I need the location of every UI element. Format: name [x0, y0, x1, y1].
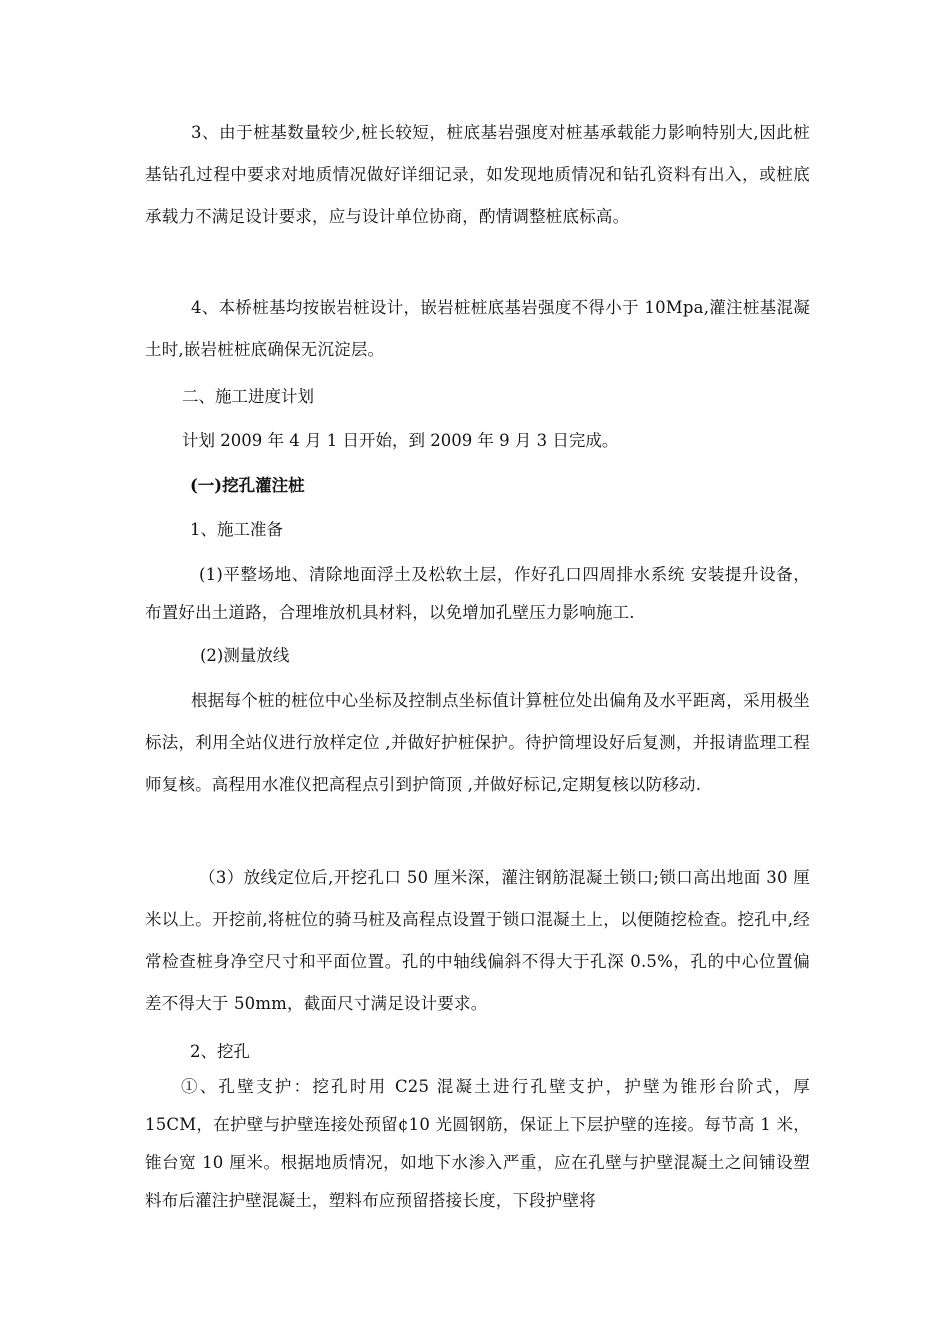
- paragraph-survey-method: 根据每个桩的桩位中心坐标及控制点坐标值计算桩位处出偏角及水平距离，采用极坐标法，利用全站仪进行放样定位 ,并做好护桩保护。待护筒埋设好后复测，并报请监理工程师复核。高程用水准仪把高程点引到护筒顶 ,并做好标记,定期复核以防移动.: [145, 691, 810, 794]
- heading-construction-schedule: 二、施工进度计划: [182, 387, 314, 406]
- paragraph-wall-support: ①、孔壁支护：挖孔时用 C25 混凝土进行孔壁支护，护壁为锥形台阶式，厚 15CM，在护壁与护壁连接处预留¢10 光圆钢筋，保证上下层护壁的连接。每节高 1 米，锥台宽 10 厘米。根据地质情况，如地下水渗入严重，应在孔壁与护壁混凝土之间铺设塑料布后灌注护壁混凝土，塑料布应预留搭接长度，下段护壁将: [145, 1077, 810, 1210]
- heading-dug-pile: (一)挖孔灌注桩: [190, 476, 305, 495]
- heading-preparation: 1、施工准备: [190, 520, 283, 539]
- paragraph-site-leveling: (1)平整场地、清除地面浮土及松软土层，作好孔口四周排水系统 安装提升设备，布置好出土道路，合理堆放机具材料，以免增加孔壁压力影响施工.: [145, 565, 810, 622]
- paragraph-rock-socket-pile: 4、本桥桩基均按嵌岩桩设计，嵌岩桩桩底基岩强度不得小于 10Mpa,灌注桩基混凝土时,嵌岩桩桩底确保无沉淀层。: [145, 298, 810, 359]
- heading-survey-layout: (2)测量放线: [200, 646, 290, 665]
- paragraph-schedule-dates: 计划 2009 年 4 月 1 日开始，到 2009 年 9 月 3 日完成。: [182, 431, 619, 450]
- paragraph-pile-bearing: 3、由于桩基数量较少,桩长较短，桩底基岩强度对桩基承载能力影响特别大,因此桩基钻孔过程中要求对地质情况做好详细记录，如发现地质情况和钻孔资料有出入，或桩底承载力不满足设计要求，应与设计单位协商，酌情调整桩底标高。: [145, 123, 810, 226]
- paragraph-lock-collar: （3）放线定位后,开挖孔口 50 厘米深，灌注钢筋混凝土锁口;锁口高出地面 30 厘米以上。开挖前,将桩位的骑马桩及高程点设置于锁口混凝土上，以便随挖检查。挖孔中,经常检查桩身净空尺寸和平面位置。孔的中轴线偏斜不得大于孔深 0.5%，孔的中心位置偏差不得大于 50mm，截面尺寸满足设计要求。: [145, 868, 810, 1013]
- heading-excavation: 2、挖孔: [190, 1042, 250, 1061]
